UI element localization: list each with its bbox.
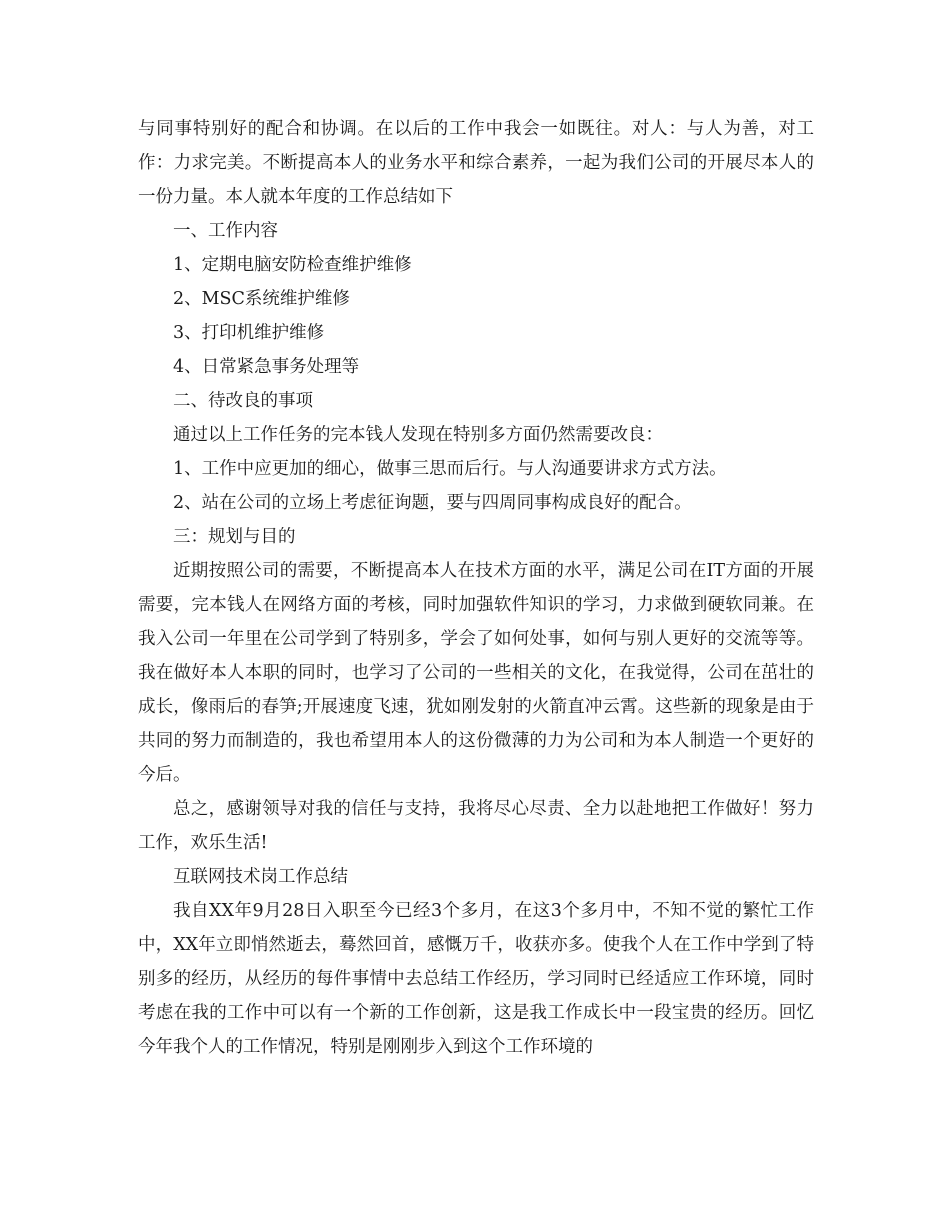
list-item: 1、定期电脑安防检查维护维修 (173, 255, 412, 275)
heading-plans-goals: 三：规划与目的 (173, 527, 296, 547)
paragraph: 我自XX年9月28日入职至今已经3个多月，在这3个多月中，不知不觉的繁忙工作中，XX年立即悄然逝去，蓦然回首，感慨万千，收获亦多。使我个人在工作中学到了特别多的经历，从经历的每件事情中去总结工作经历，学习同时已经适应工作环境，同时考虑在我的工作中可以有一个新的工作创新，这是我工作成长中一段宝贵的经历。回忆今年我个人的工作情况，特别是刚刚步入到这个工作环境的 (138, 901, 814, 1057)
list-item: 2、站在公司的立场上考虑征询题，要与四周同事构成良好的配合。 (173, 493, 692, 513)
paragraph: 通过以上工作任务的完本钱人发现在特别多方面仍然需要改良： (173, 425, 663, 445)
paragraph-conclusion: 总之，感谢领导对我的信任与支持，我将尽心尽责、全力以赴地把工作做好！努力工作，欢乐生活! (138, 799, 814, 853)
list-item: 3、打印机维护维修 (173, 323, 325, 343)
paragraph: 近期按照公司的需要，不断提高本人在技术方面的水平，满足公司在IT方面的开展需要，完本钱人在网络方面的考核，同时加强软件知识的学习，力求做到硬软同兼。在我入公司一年里在公司学到了特别多，学会了如何处事，如何与别人更好的交流等等。我在做好本人本职的同时，也学习了公司的一些相关的文化，在我觉得，公司在茁壮的成长，像雨后的春笋;开展速度飞速，犹如刚发射的火箭直冲云霄。这些新的现象是由于共同的努力而制造的，我也希望用本人的这份微薄的力为公司和为本人制造一个更好的今后。 (138, 561, 814, 785)
document-body (138, 112, 814, 1064)
heading-improvements: 二、待改良的事项 (173, 391, 313, 411)
list-item: 2、MSC系统维护维修 (173, 289, 350, 309)
paragraph-intro: 与同事特别好的配合和协调。在以后的工作中我会一如既往。对人：与人为善，对工作：力求完美。不断提高本人的业务水平和综合素养，一起为我们公司的开展尽本人的一份力量。本人就本年度的工作总结如下 (138, 119, 814, 207)
list-item: 4、日常紧急事务处理等 (173, 357, 360, 377)
list-item: 1、工作中应更加的细心，做事三思而后行。与人沟通要讲求方式方法。 (173, 459, 727, 479)
section-title: 互联网技术岗工作总结 (173, 867, 348, 887)
heading-work-content: 一、工作内容 (173, 221, 278, 241)
